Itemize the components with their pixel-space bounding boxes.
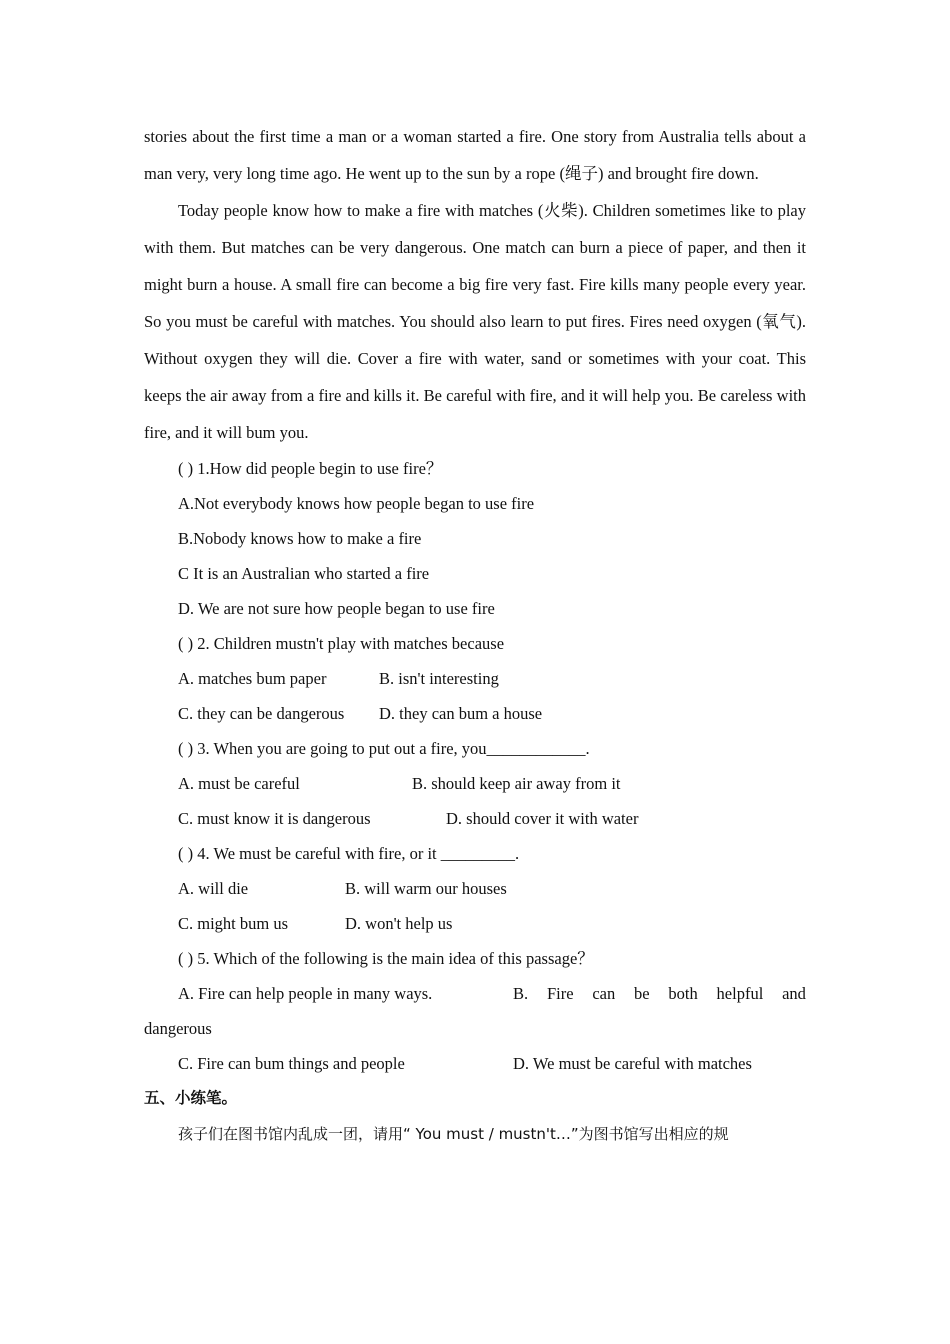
question-1-option-c: C It is an Australian who started a fire xyxy=(178,564,430,583)
question-3-row-1 xyxy=(144,766,806,801)
question-5-option-d: D. We must be careful with matches xyxy=(513,1054,752,1073)
section-5-instruction xyxy=(144,1116,806,1151)
question-4-row-2 xyxy=(144,906,806,941)
question-4-row-1 xyxy=(144,871,806,906)
question-1-option-a: A.Not everybody knows how people began to use fire xyxy=(178,494,535,513)
question-5-row-1 xyxy=(144,976,806,1011)
question-4-option-c: C. might bum us xyxy=(178,914,289,933)
question-2-stem: ( ) 2. Children mustn't play with matches because xyxy=(178,634,505,653)
section-5-title: 五、小练笔。 xyxy=(144,1089,238,1107)
question-5-option-a: A. Fire can help people in many ways. xyxy=(178,984,433,1003)
question-2-option-b: B. isn't interesting xyxy=(379,669,499,688)
question-4-option-d: D. won't help us xyxy=(345,914,453,933)
question-3-option-a: A. must be careful xyxy=(178,774,300,793)
passage-paragraph-2: Today people know how to make a fire with matches (火柴). Children sometimes like to play with them. But matches can be very dangerous. One match can burn a piece of paper, and then it might burn a house. A small fire can become a big fire very fast. Fire kills many people every year. So you must be careful with matches. You should also learn to put fires. Fires need oxygen (氧气). Without oxygen they will die. Cover a fire with water, sand or sometimes with your coat. This keeps the air away from a fire and kills it. Be careful with fire, and it will help you. Be careless with fire, and it will bum you. xyxy=(144,201,806,442)
question-2-option-d: D. they can bum a house xyxy=(379,704,543,723)
question-2-option-a: A. matches bum paper xyxy=(178,669,327,688)
question-5-option-b-word: and xyxy=(782,984,806,1003)
question-5-option-b-word: Fire xyxy=(546,984,574,1003)
question-5-option-c: C. Fire can bum things and people xyxy=(178,1054,405,1073)
question-5-option-b-word: B. xyxy=(513,984,529,1003)
question-3-stem: ( ) 3. When you are going to put out a fire, you____________. xyxy=(178,739,590,758)
question-2-option-c: C. they can be dangerous xyxy=(178,704,345,723)
question-5-stem: ( ) 5. Which of the following is the main idea of this passage？ xyxy=(178,949,594,968)
question-3-row-2 xyxy=(144,801,806,836)
question-3-option-d: D. should cover it with water xyxy=(446,809,639,828)
question-3-option-b: B. should keep air away from it xyxy=(412,774,621,793)
question-1-option-d: D. We are not sure how people began to use fire xyxy=(178,599,495,618)
question-5-option-b-word: be xyxy=(634,984,650,1003)
question-4-option-b: B. will warm our houses xyxy=(345,879,507,898)
worksheet-page xyxy=(144,118,806,1151)
question-5-option-b xyxy=(513,976,806,1011)
question-5-option-b-word: can xyxy=(592,984,616,1003)
question-4-option-a: A. will die xyxy=(178,879,249,898)
question-2-row-1 xyxy=(144,661,806,696)
question-2-row-2 xyxy=(144,696,806,731)
question-4-stem: ( ) 4. We must be careful with fire, or it _________. xyxy=(178,844,520,863)
question-5-option-b-wrap: dangerous xyxy=(144,1019,212,1038)
question-5-option-b-word: both xyxy=(668,984,698,1003)
question-5-option-b-word: helpful xyxy=(716,984,764,1003)
question-5-row-2 xyxy=(144,1046,806,1081)
passage-paragraph-1: stories about the first time a man or a woman started a fire. One story from Australia tells about a man very, very long time ago. He went up to the sun by a rope (绳子) and brought fire down. xyxy=(144,127,806,183)
question-3-option-c: C. must know it is dangerous xyxy=(178,809,371,828)
section-5-instruction-text: 孩子们在图书馆内乱成一团，请用“ You must / mustn't…”为图书馆写出相应的规 xyxy=(178,1125,729,1143)
question-1-stem: ( ) 1.How did people begin to use fire？ xyxy=(178,459,443,478)
question-1-option-b: B.Nobody knows how to make a fire xyxy=(178,529,422,548)
